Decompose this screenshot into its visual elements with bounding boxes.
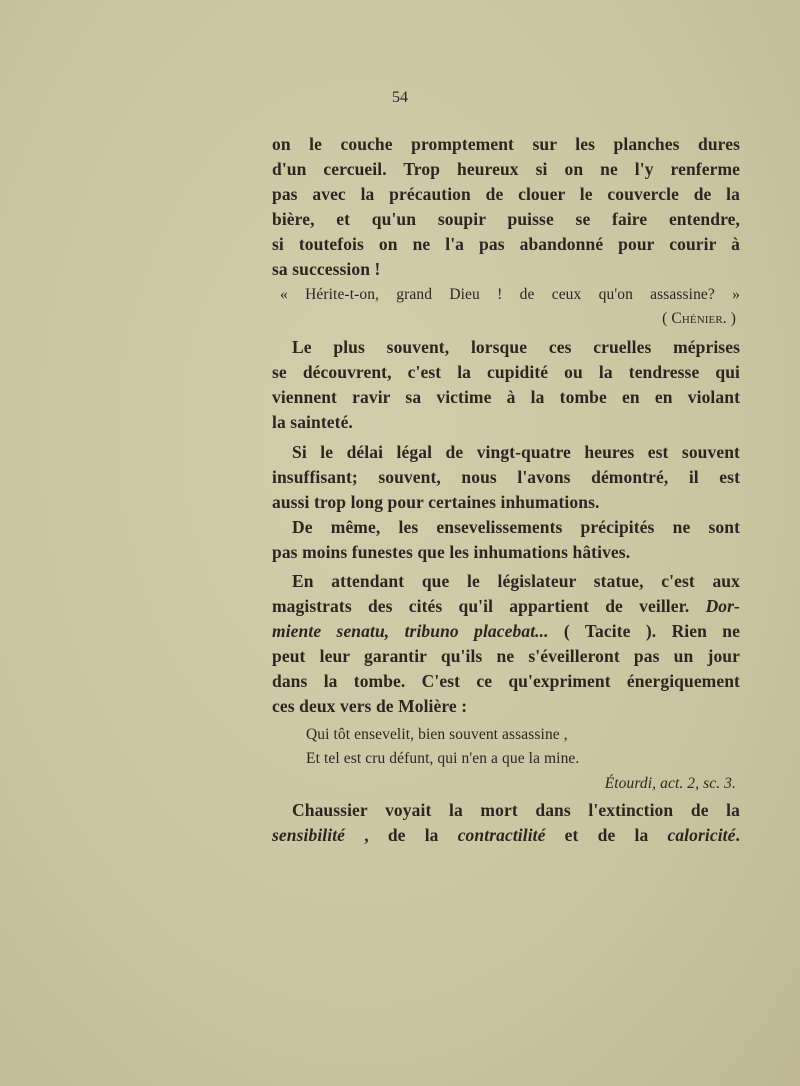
text-segment: bière, et qu'un soupir puisse se faire entendre, <box>272 209 740 229</box>
text-segment: ces deux vers de Molière : <box>272 696 468 716</box>
text-line <box>280 284 740 306</box>
text-segment: insuffisant; souvent, nous l'avons démontré, il est <box>272 467 740 487</box>
text-segment: se découvrent, c'est la cupidité ou la tendresse qui <box>272 362 740 382</box>
text-segment: ( Chénier. ) <box>662 310 736 327</box>
text-line <box>272 824 740 846</box>
text-line <box>272 595 740 617</box>
text-line <box>272 695 740 717</box>
text-segment: sa succession ! <box>272 259 381 279</box>
text-segment: la sainteté. <box>272 412 353 432</box>
text-segment: et de la <box>545 825 668 845</box>
text-segment: En attendant que le législateur statue, c'est aux <box>292 571 740 591</box>
text-segment: pas moins funestes que les inhumations hâtives. <box>272 542 631 562</box>
text-line <box>272 386 740 408</box>
text-line <box>306 748 740 770</box>
text-segment: ( Tacite ). Rien ne <box>548 621 740 641</box>
text-segment: Si le délai légal de vingt-quatre heures est souvent <box>292 442 740 462</box>
text-line <box>272 645 740 667</box>
text-segment: Qui tôt ensevelit, bien souvent assassine , <box>306 726 568 743</box>
text-segment: aussi trop long pour certaines inhumations. <box>272 492 600 512</box>
italic-text: Étourdi, act. 2, sc. 3. <box>604 775 736 792</box>
text-segment: viennent ravir sa victime à la tombe en en violant <box>272 387 740 407</box>
text-segment: si toutefois on ne l'a pas abandonné pour courir à <box>272 234 740 254</box>
text-line <box>292 336 740 358</box>
text-segment: pas avec la précaution de clouer le couvercle de la <box>272 184 740 204</box>
text-segment: « Hérite-t-on, grand Dieu ! de ceux qu'on assassine? » <box>280 286 740 303</box>
italic-text: contractilité <box>457 825 546 845</box>
text-line <box>272 491 740 513</box>
text-segment: Chaussier voyait la mort dans l'extinction de la <box>292 800 740 820</box>
text-line <box>272 158 740 180</box>
text-line <box>272 308 736 330</box>
italic-text: Dor- <box>705 596 740 616</box>
text-line <box>272 411 740 433</box>
text-segment: dans la tombe. C'est ce qu'expriment énergiquement <box>272 671 740 691</box>
text-segment: peut leur garantir qu'ils ne s'éveilleront pas un jour <box>272 646 740 666</box>
text-segment: Et tel est cru défunt, qui n'en a que la mine. <box>306 750 580 767</box>
text-line <box>272 466 740 488</box>
text-segment: , de la <box>345 825 458 845</box>
text-line <box>292 799 740 821</box>
text-line <box>292 570 740 592</box>
page-number: 54 <box>392 89 408 106</box>
text-segment: d'un cercueil. Trop heureux si on ne l'y renferme <box>272 159 740 179</box>
text-line <box>292 516 740 538</box>
text-segment: magistrats des cités qu'il appartient de veiller. <box>272 596 706 616</box>
text-line <box>272 208 740 230</box>
text-line <box>272 670 740 692</box>
text-segment: De même, les ensevelissements précipités ne sont <box>292 517 740 537</box>
text-line <box>272 183 740 205</box>
text-line <box>306 724 740 746</box>
text-line <box>272 541 740 563</box>
text-line <box>272 773 736 795</box>
text-line <box>272 361 740 383</box>
text-segment: . <box>735 825 740 845</box>
text-segment: Le plus souvent, lorsque ces cruelles méprises <box>292 337 740 357</box>
text-line <box>272 133 740 155</box>
text-line <box>272 620 740 642</box>
italic-text: miente senatu, tribuno placebat... <box>272 621 549 641</box>
text-line <box>272 258 740 280</box>
text-line <box>292 441 740 463</box>
text-line <box>272 233 740 255</box>
text-segment: on le couche promptement sur les planches dures <box>272 134 740 154</box>
italic-text: caloricité <box>667 825 736 845</box>
italic-text: sensibilité <box>272 825 346 845</box>
